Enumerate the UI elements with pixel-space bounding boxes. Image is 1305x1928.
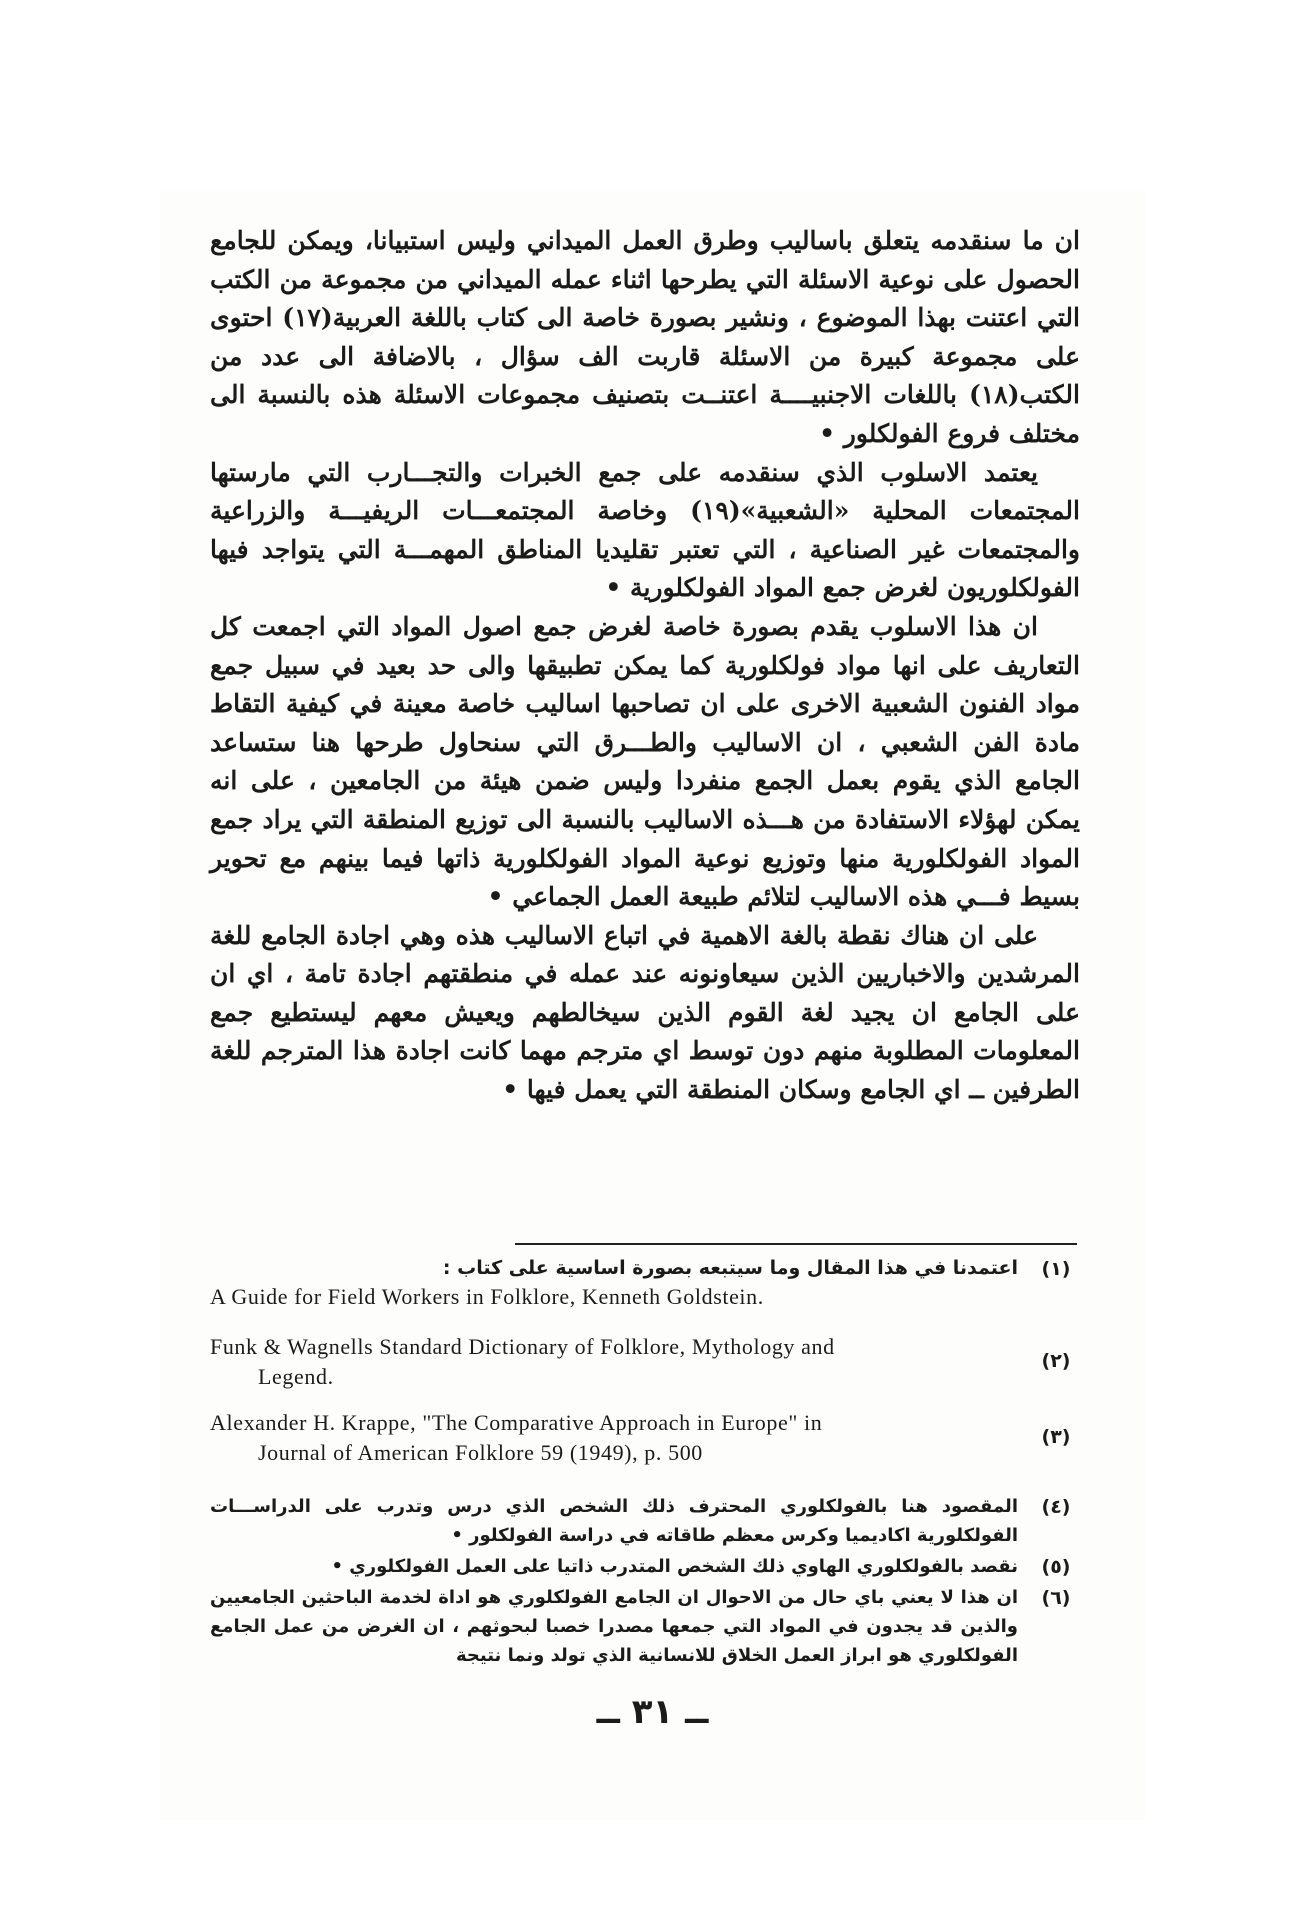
body-paragraph-1: ان ما سنقدمه يتعلق باساليب وطرق العمل الميداني وليس استبيانا، ويمكن للجامع الحصول على نوعية الاسئلة التي يطرحها اثناء عمله الميداني من مجموعة من الكتب التي اعتنت بهذا الموضوع ، ونشير بصورة خاصة الى كتاب باللغة العربية(١٧) احتوى على مجموعة كبيرة من الاسئلة قاربت الف سؤال ، بالاضافة الى عدد من الكتب(١٨) باللغات الاجنبيــــة اعتنــت بتصنيف مجموعات الاسئلة هذه بالنسبة الى مختلف فروع الفولكلور • (210, 226, 1080, 448)
main-body-text (210, 222, 1080, 1110)
footnote-arabic-text: نقصد بالفولكلوري الهاوي ذلك الشخص المتدرب ذاتيا على العمل الفولكلوري • (331, 1556, 1018, 1577)
footnote-english-text (210, 1332, 1018, 1392)
footnote-english-text (210, 1408, 1018, 1468)
footnote-4 (210, 1492, 1080, 1550)
body-paragraph-4: على ان هناك نقطة بالغة الاهمية في اتباع الاساليب هذه وهي اجادة الجامع للغة المرشدين والاخباريين الذين سيعاونونه عند عمله في منطقتهم اجادة تامة ، اي ان على الجامع ان يجيد لغة القوم الذين سيخالطهم ويعيش معهم ليستطيع جمع المعلومات المطلوبة منهم دون توسط اي مترجم مهما كانت اجادة هذا المترجم للغة الطرفين ــ اي الجامع وسكان المنطقة التي يعمل فيها • (210, 920, 1080, 1105)
footnote-arabic-text: المقصود هنا بالفولكلوري المحترف ذلك الشخص الذي درس وتدرب على الدراســـات الفولكلورية اكاديميا وكرس معظم طاقاته في دراسة الفولكلور • (210, 1496, 1018, 1546)
footnote-number: (٦) (1041, 1587, 1071, 1609)
footnote-2 (210, 1332, 1080, 1392)
footnote-number: (٥) (1041, 1556, 1071, 1578)
footnote-3 (210, 1408, 1080, 1470)
footnote-arabic-text: اعتمدنا في هذا المقال وما سيتبعه بصورة اساسية على كتاب : (442, 1257, 1018, 1279)
footnote-arabic-text: ان هذا لا يعني باي حال من الاحوال ان الجامع الفولكلوري هو اداة لخدمة الباحثين الجامعيين والذين قد يجدون في المواد التي جمعها مصدرا خصبا لبحوثهم ، ان الغرض من عمل الجامع الفولكلوري هو ابراز العمل الخلاق للانسانية الذي تولد ونما نتيجة (210, 1587, 1018, 1666)
footnote-6 (210, 1583, 1080, 1670)
footnotes (210, 1254, 1080, 1670)
footnote-line: Legend. (258, 1364, 334, 1389)
page-number: ــ ٣١ ــ (596, 1692, 709, 1732)
footnote-line: Alexander H. Krappe, "The Comparative Approach in Europe" in (210, 1410, 823, 1435)
footnote-line: Funk & Wagnells Standard Dictionary of Folklore, Mythology and (210, 1334, 835, 1359)
footnote-number: (٣) (1041, 1426, 1071, 1448)
footnote-5 (210, 1552, 1080, 1581)
footnote-1 (210, 1254, 1080, 1314)
footnote-number: (١) (1041, 1258, 1071, 1280)
footnote-english-text: A Guide for Field Workers in Folklore, Kenneth Goldstein. (210, 1284, 764, 1309)
body-paragraph-3: ان هذا الاسلوب يقدم بصورة خاصة لغرض جمع اصول المواد التي اجمعت كل التعاريف على انها مواد فولكلورية كما يمكن تطبيقها والى حد بعيد في سبيل جمع مواد الفنون الشعبية الاخرى على ان تصاحبها اساليب خاصة معينة في كيفية التقاط مادة الفن الشعبي ، ان الاساليب والطـــرق التي سنحاول طرحها هنا ستساعد الجامع الذي يقوم بعمل الجمع منفردا وليس ضمن هيئة من الجامعين ، على انه يمكن لهؤلاء الاستفادة من هـــذه الاساليب بالنسبة الى توزيع المنطقة التي يراد جمع المواد الفولكلورية منها وتوزيع نوعية المواد الفولكلورية ذاتها فيما بينهم مع تحوير بسيط فـــي هذه الاساليب لتلائم طبيعة العمل الجماعي • (210, 611, 1080, 912)
footnote-divider (515, 1243, 1077, 1245)
footnote-number: (٢) (1041, 1350, 1071, 1372)
footnote-line: Journal of American Folklore 59 (1949), p. 500 (258, 1440, 703, 1465)
footnote-number: (٤) (1041, 1496, 1071, 1518)
body-paragraph-2: يعتمد الاسلوب الذي سنقدمه على جمع الخبرات والتجـــارب التي مارستها المجتمعات المحلية «الشعبية»(١٩) وخاصة المجتمعـــات الريفيـــة والزراعية والمجتمعات غير الصناعية ، التي تعتبر تقليديا المناطق المهمـــة التي يتواجد فيها الفولكلوريون لغرض جمع المواد الفولكلورية • (210, 457, 1080, 603)
